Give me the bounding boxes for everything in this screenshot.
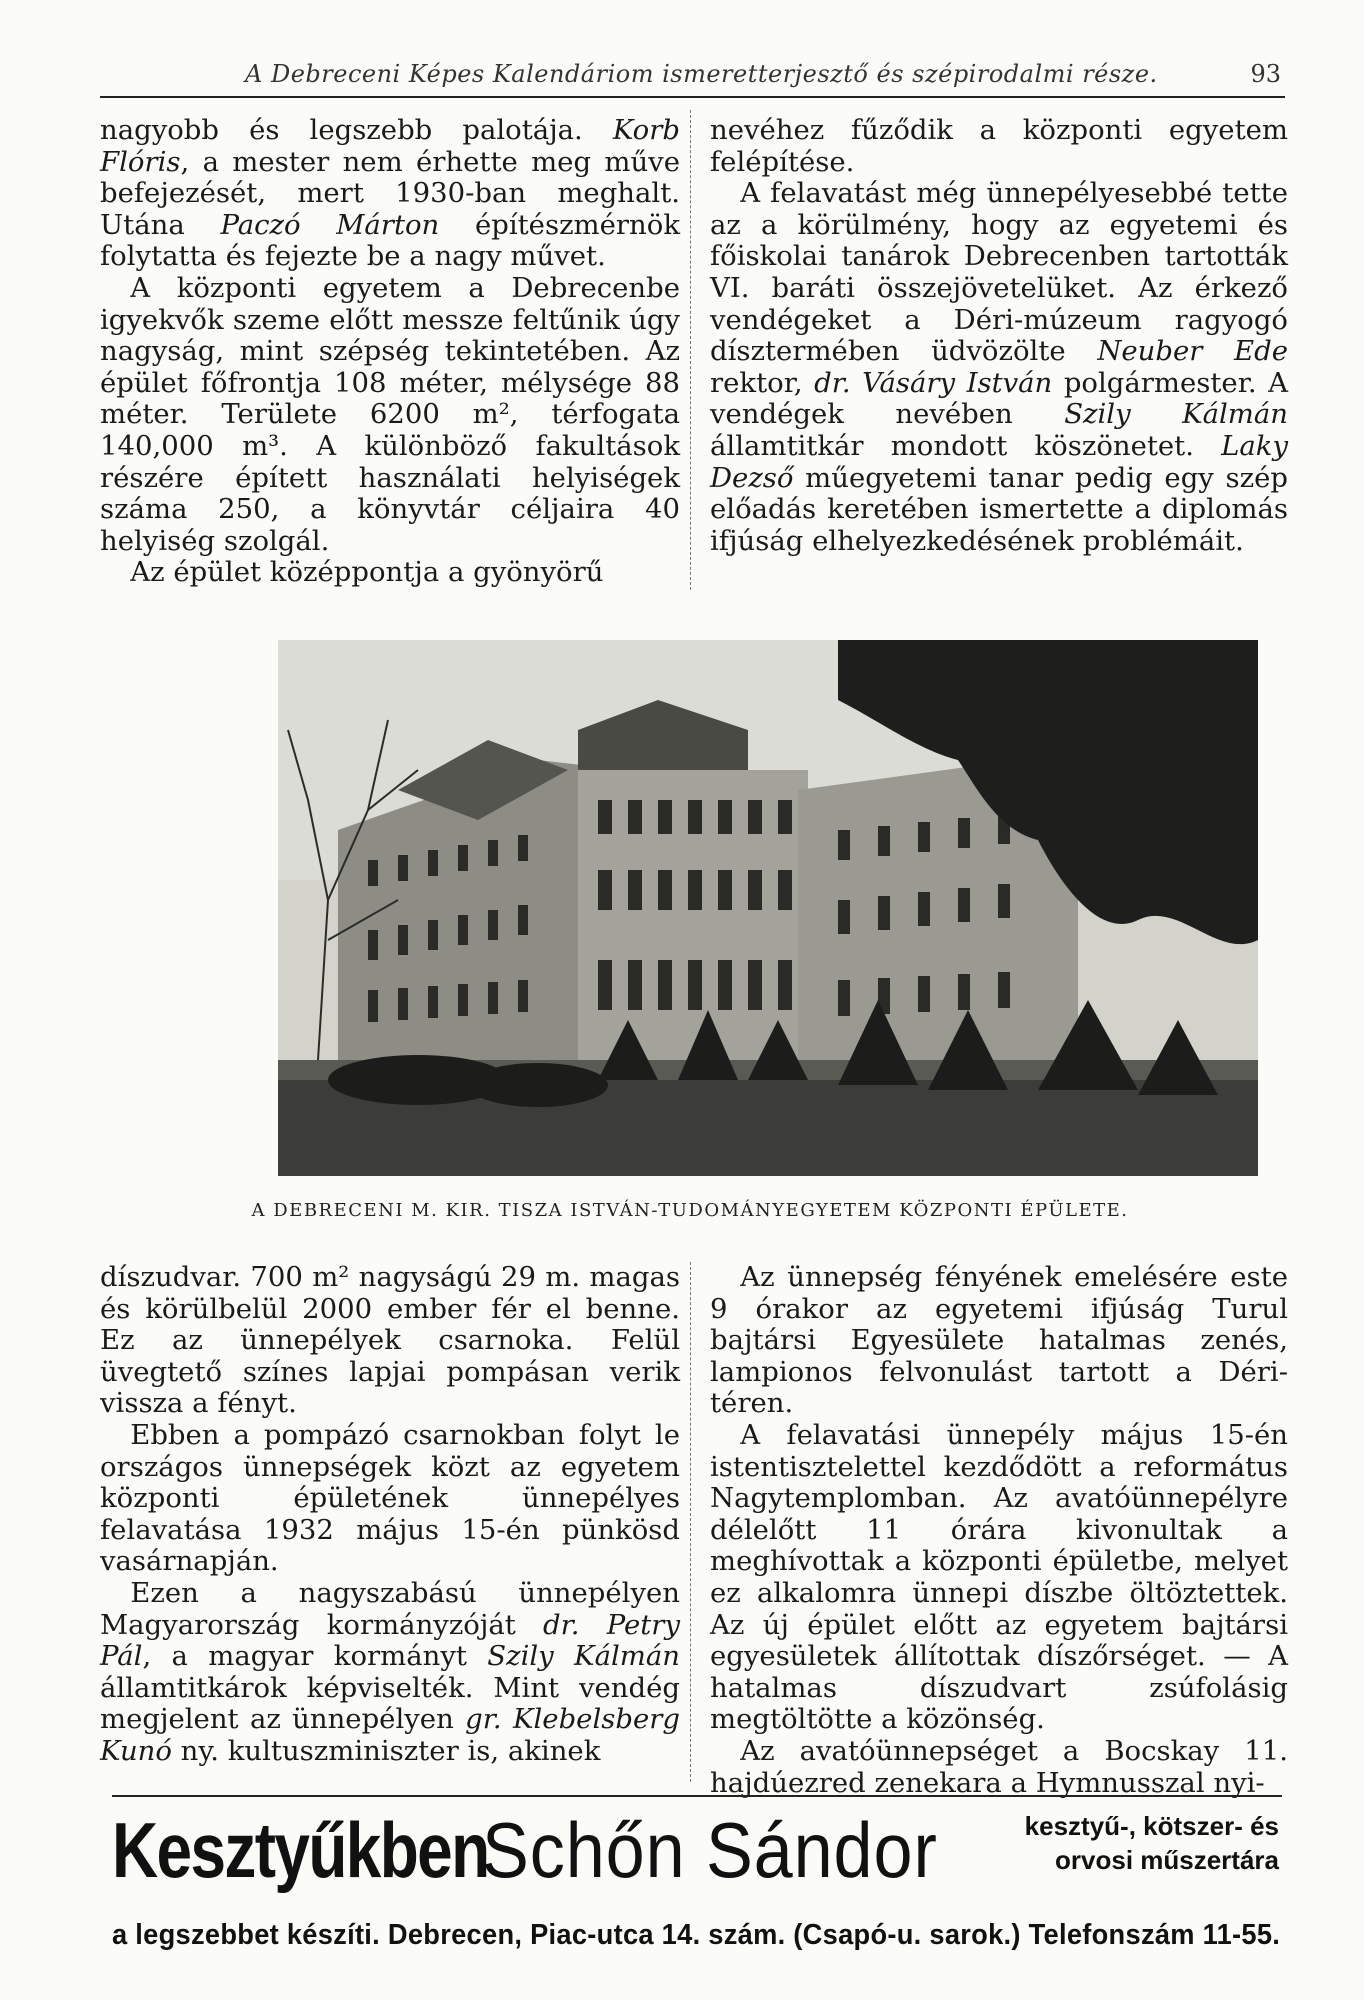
paragraph: Az ünnepség fényének emelésére este 9 órakor az egyetemi ifjúság Turul bajtársi Egyesülete hatalmas zenés, lampionos felvonulást tartott a Déri-téren.: [710, 1261, 1288, 1420]
text-run: műegyetemi tanar pedig egy szép előadás keretében ismertette a diplomás ifjúság elhelyezkedésének problémáit.: [710, 461, 1288, 557]
name-laky-dezso: Laky Dezső: [710, 429, 1288, 494]
page-number: 93: [1250, 60, 1281, 88]
running-title: A Debreceni Képes Kalendáriom ismeretterjesztő és szépirodalmi része.: [245, 60, 1158, 88]
text-run: Ezen a nagyszabású ünnepélyen Magyarország kormányzóját: [100, 1576, 680, 1641]
text-run: nagyobb és legszebb palotája.: [100, 114, 613, 146]
name-szily-kalman: Szily Kálmán: [1064, 398, 1288, 431]
paragraph: [100, 115, 680, 273]
advertisement: [112, 1805, 1287, 1975]
photo-caption: A DEBRECENI M. KIR. TISZA ISTVÁN-TUDOMÁNYEGYETEM KÖZPONTI ÉPÜLETE.: [251, 1200, 1129, 1221]
advert-shop-name: Schőn Sándor: [482, 1806, 938, 1894]
paragraph: [710, 178, 1288, 557]
top-left-column: [100, 115, 680, 589]
advert-address-line: a legszebbet készíti. Debrecen, Piac-utca 14. szám. (Csapó-u. sarok.) Telefonszám 11-55.: [112, 1919, 1281, 1951]
column-divider: [690, 110, 691, 590]
name-klebelsberg-kuno: gr. Klebelsberg Kunó: [100, 1703, 680, 1767]
text-run: polgármester. A vendégek nevében: [710, 366, 1288, 431]
paragraph: A felavatási ünnepély május 15-én istentisztelettel kezdődött a református Nagytemplomban. Az avatóünnepélyre délelőtt 11 órára kivonultak a meghívottak a központi épületbe, melyet ez alkalomra ünnepi díszbe öltöztettek. Az új épület előtt az egyetem bajtársi egyesületek állítottak díszőrséget. — A hatalmas díszudvart zsúfolásig megtöltötte a közönség.: [710, 1418, 1288, 1736]
name-paczo-marton: Paczó Márton: [220, 208, 440, 241]
university-building-photo: [278, 640, 1258, 1176]
text-run: rektor,: [710, 366, 815, 399]
paragraph: nevéhez fűződik a központi egyetem felépítése.: [710, 114, 1288, 178]
text-run: A felavatást még ünnepélyesebbé tette az a körülmény, hogy az egyetemi és főiskolai tanárok Debrecenben tartották VI. baráti összejövetelüket. Az érkező vendégeket a Déri-múzeum ragyogó dísztermében üdvözölte: [710, 177, 1288, 368]
top-right-column: [710, 115, 1288, 557]
name-neuber-ede: Neuber Ede: [1097, 335, 1288, 368]
paragraph: A központi egyetem a Debrecenbe igyekvők szeme előtt messze feltűnik úgy nagyság, mint szépség tekintetében. Az épület főfrontja 108 méter, mélysége 88 méter. Területe 6200 m², térfogata 140,000 m³. A különböző fakultások részére épített használati helyiségek száma 250, a könyvtár céljaira 40 helyiség szolgál.: [100, 271, 680, 557]
advert-rule: [112, 1795, 1282, 1797]
text-run: ny. kultuszminiszter is, akinek: [171, 1734, 601, 1767]
text-run: , a mester nem érhette meg műve befejezését, mert 1930-ban meghalt. Utána: [100, 145, 680, 241]
name-petry-pal: dr. Petry Pál: [100, 1608, 680, 1673]
advert-side-line: orvosi műszertára: [1055, 1845, 1279, 1875]
name-vasary-istvan: dr. Vásáry István: [814, 366, 1053, 399]
text-run: építészmérnök folytatta és fejezte be a nagy művet.: [100, 208, 680, 273]
paragraph: Az avatóünnepséget a Bocskay 11. hajdúezred zenekara a Hymnusszal nyi-: [710, 1734, 1288, 1799]
text-run: , a magyar kormányt: [142, 1640, 488, 1673]
paragraph: díszudvar. 700 m² nagyságú 29 m. magas és körülbelül 2000 ember fér el benne. Ez az ünnepélyek csarnoka. Felül üvegtető színes lapjai pompásan verik vissza a fényt.: [100, 1261, 680, 1420]
advert-side-text: [1025, 1809, 1279, 1877]
column-divider: [690, 1262, 691, 1782]
bottom-right-column: [710, 1262, 1288, 1799]
name-korb-floris: Korb Flóris: [100, 114, 680, 178]
text-run: államtitkár mondott köszönetet.: [710, 429, 1222, 462]
advert-headline-bold: Kesztyűkben: [112, 1806, 489, 1894]
building-illustration: [278, 640, 1258, 1176]
running-header: [100, 60, 1285, 98]
name-szily-kalman: Szily Kálmán: [487, 1640, 680, 1673]
advert-side-line: kesztyű-, kötszer- és: [1024, 1811, 1279, 1841]
text-run: államtitkárok képviselték. Mint vendég megjelent az ünnepélyen: [100, 1671, 680, 1736]
bottom-left-column: [100, 1262, 680, 1768]
paragraph: Az épület középpontja a gyönyörű: [130, 556, 604, 589]
paragraph: [100, 1578, 680, 1768]
paragraph: Ebben a pompázó csarnokban folyt le országos ünnepségek közt az egyetem központi épületének ünnepélyes felavatása 1932 május 15-én pünkösd vasárnapján.: [100, 1418, 680, 1578]
